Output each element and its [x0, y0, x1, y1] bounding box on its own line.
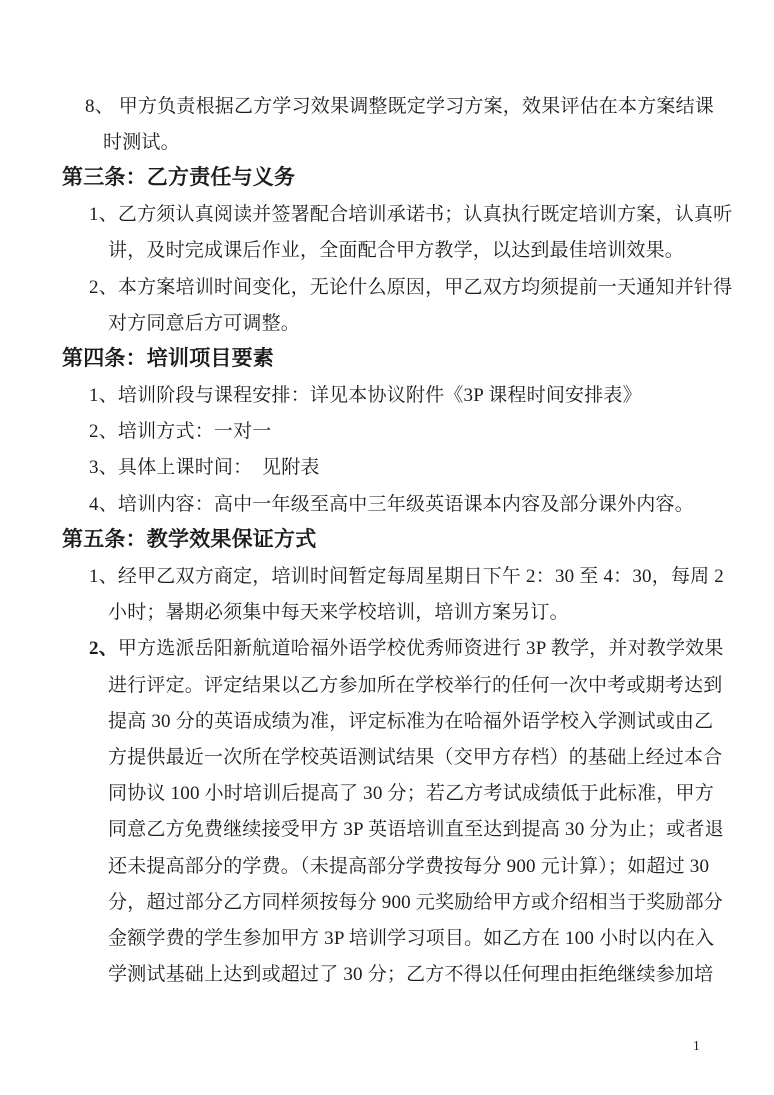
text-line: 学测试基础上达到或超过了 30 分；乙方不得以任何理由拒绝继续参加培 [108, 964, 714, 986]
text-line: 1、乙方须认真阅读并签署配合培训承诺书；认真执行既定培训方案，认真听 [89, 204, 733, 226]
text-line: 方提供最近一次所在学校英语测试结果（交甲方存档）的基础上经过本合 [108, 746, 723, 768]
text-line: 1、经甲乙双方商定，培训时间暂定每周星期日下午 2：30 至 4：30，每周 2 [89, 566, 725, 588]
text-line: 讲，及时完成课后作业，全面配合甲方教学，以达到最佳培训效果。 [108, 240, 685, 262]
text-line: 4、培训内容：高中一年级至高中三年级英语课本内容及部分课外内容。 [89, 493, 694, 515]
text-line: 金额学费的学生参加甲方 3P 培训学习项目。如乙方在 100 小时以内在入 [108, 927, 715, 949]
list-item-continuation [62, 810, 724, 846]
list-marker: 8、 [85, 95, 114, 117]
text-line: 对方同意后方可调整。 [108, 312, 301, 334]
text-line: 甲方负责根据乙方学习效果调整既定学习方案，效果评估在本方案结课 [118, 95, 714, 117]
text-line: 1、培训阶段与课程安排：详见本协议附件《3P 课程时间安排表》 [89, 385, 642, 407]
clause-8-line [62, 86, 714, 122]
list-item-continuation [62, 737, 723, 773]
list-item [62, 629, 724, 665]
heading-text: 第三条：乙方责任与义务 [62, 165, 296, 190]
text-line: 3、具体上课时间： 见附表 [89, 457, 320, 479]
list-item-continuation [62, 846, 714, 882]
heading-article-4 [62, 339, 714, 375]
clause-8-continuation [62, 122, 714, 158]
text-line: 同意乙方免费继续接受甲方 3P 英语培训直至达到提高 30 分为止；或者退 [108, 819, 724, 841]
text-line: 进行评定。评定结果以乙方参加所在学校举行的任何一次中考或期考达到 [108, 674, 723, 696]
list-item-continuation [62, 303, 714, 339]
list-item-continuation [62, 882, 724, 918]
list-item-continuation [62, 701, 714, 737]
list-item [62, 376, 714, 412]
list-item-continuation [62, 665, 723, 701]
list-marker-bold: 2、 [89, 638, 118, 660]
heading-article-3 [62, 158, 714, 194]
list-item [62, 556, 725, 592]
page-number: 1 [693, 1038, 700, 1053]
list-item-continuation [62, 231, 714, 267]
text-line: 甲方选派岳阳新航道哈福外语学校优秀师资进行 3P 教学，并对教学效果 [117, 638, 724, 660]
text-line: 提高 30 分的英语成绩为准，评定标准为在哈福外语学校入学测试或由乙 [108, 710, 714, 732]
list-item [62, 195, 733, 231]
text-line: 还未提高部分的学费。（未提高部分学费按每分 900 元计算）；如超过 30 [108, 855, 710, 877]
heading-article-5 [62, 520, 714, 556]
list-item [62, 448, 714, 484]
list-item [62, 412, 714, 448]
text-line: 2、本方案培训时间变化，无论什么原因，甲乙双方均须提前一天通知并针得 [89, 276, 733, 298]
text-line: 同协议 100 小时培训后提高了 30 分；若乙方考试成绩低于此标准，甲方 [108, 783, 714, 805]
text-line: 时测试。 [103, 131, 180, 153]
list-item [62, 484, 714, 520]
list-item-continuation [62, 593, 714, 629]
text-line: 2、培训方式：一对一 [89, 421, 272, 443]
list-item-continuation [62, 955, 714, 991]
text-line: 分，超过部分乙方同样须按每分 900 元奖励给甲方或介绍相当于奖励部分 [108, 891, 724, 913]
list-item-continuation [62, 918, 714, 954]
text-line: 小时；暑期必须集中每天来学校培训，培训方案另订。 [108, 602, 569, 624]
list-item-continuation [62, 774, 714, 810]
heading-text: 第五条：教学效果保证方式 [62, 527, 317, 552]
list-item [62, 267, 733, 303]
heading-text: 第四条：培训项目要素 [62, 346, 274, 371]
